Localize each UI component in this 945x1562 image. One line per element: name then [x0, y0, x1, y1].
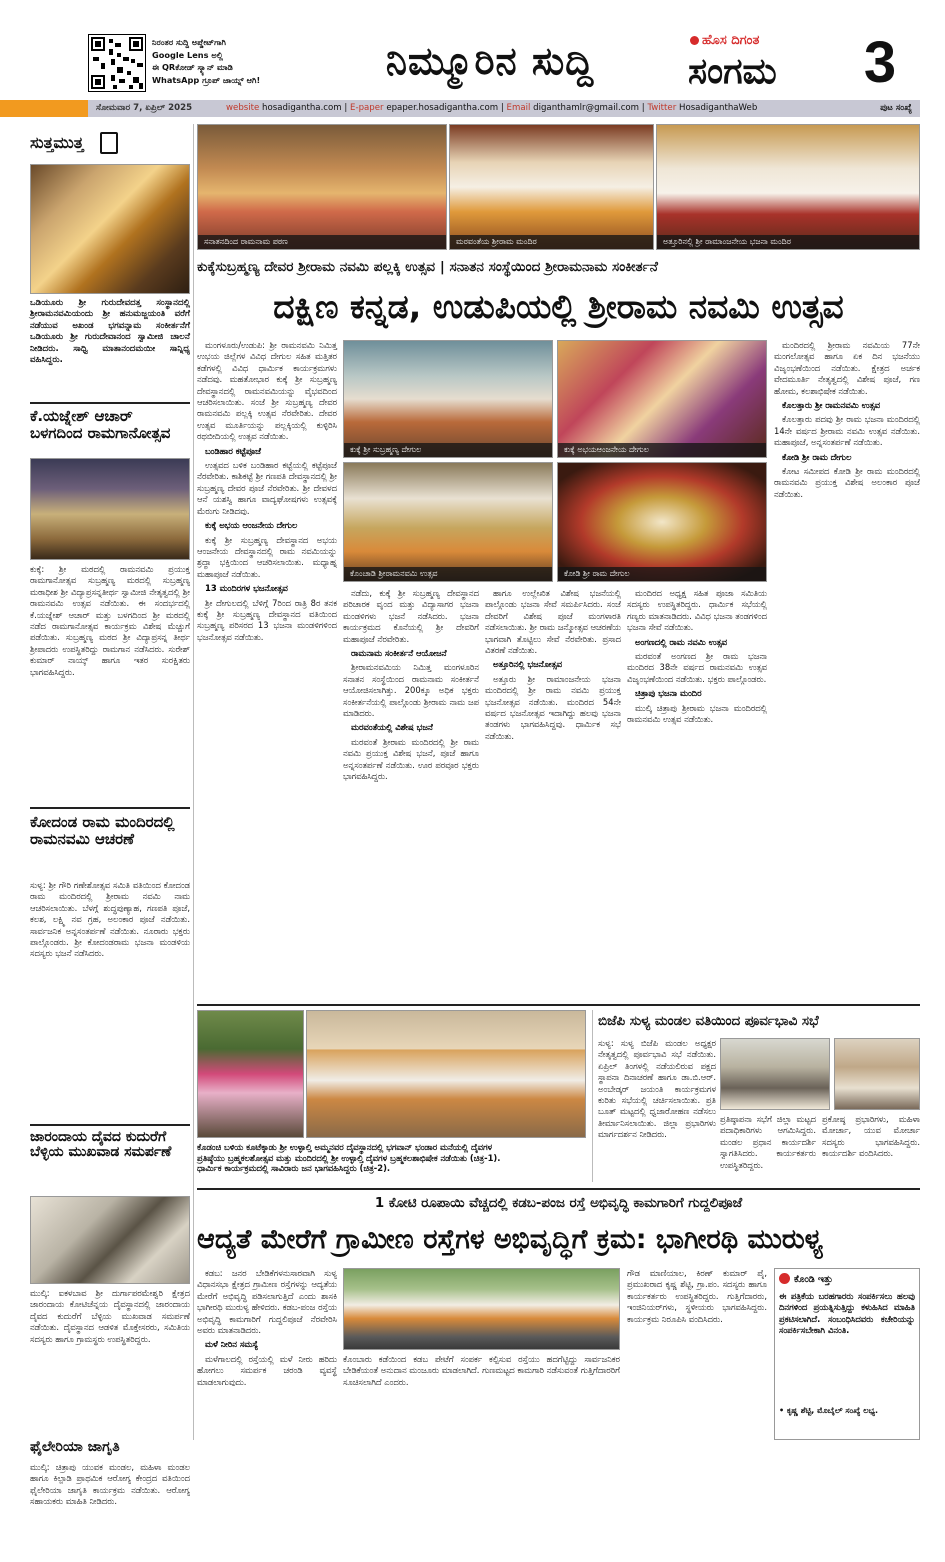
brand-logo — [690, 33, 820, 49]
lead-col-5-p2: ಕೊಲತ್ತಾರು ಪದವು ಶ್ರೀ ರಾಮ ಭಜನಾ ಮಂದಿರದಲ್ಲಿ 14ನೇ ವರ್ಷದ ಶ್ರೀರಾಮ ನವಮಿ ಉತ್ಸವ ನಡೆಯಿತು. ಮಹಾಪೂಜೆ, ಅನ್ನಸಂತರ್ಪಣೆ ನಡೆಯಿತು. — [774, 414, 920, 448]
lead-col-5-sub2: ಕೋಡಿ ಶ್ರೀ ರಾಮ ದೇಗುಲ — [782, 451, 852, 462]
bjp-body-3: ಪ್ರಕೋಷ್ಠ ಪ್ರಭಾರಿಗಳು, ಮಹಿಳಾ ಮೋರ್ಚಾ, ಯುವ ಮೋರ್ಚಾ ಸದಸ್ಯರು ಭಾಗವಹಿಸಿದ್ದರು. ಕಾರ್ಯದರ್ಶಿ ವಂದಿಸಿದರು. — [822, 1114, 920, 1159]
lead-col-5-sub1: ಕೊಲತ್ತಾರು ಶ್ರೀ ರಾಮನವಮಿ ಉತ್ಸವ — [782, 400, 880, 411]
lead-col-2-p3: ಮರವಂತೆ ಶ್ರೀರಾಮ ಮಂದಿರದಲ್ಲಿ ಶ್ರೀ ರಾಮ ನವಮಿ ಪ್ರಯುಕ್ತ ವಿಶೇಷ ಭಜನೆ, ಪೂಜೆ ಹಾಗೂ ಅನ್ನಸಂತರ್ಪಣೆ ನಡೆಯಿತು. ಊರ ಪರವೂರ ಭಕ್ತರು ಭಾಗವಹಿಸಿದ್ದರು. — [343, 736, 479, 782]
lead-headline: ದಕ್ಷಿಣ ಕನ್ನಡ, ಉಡುಪಿಯಲ್ಲಿ ಶ್ರೀರಾಮ ನವಮಿ ಉತ್ಸವ — [273, 287, 844, 326]
qr-line-2: Google Lens ಅಲ್ಲಿ — [152, 49, 223, 60]
horse-mask-photo — [30, 1196, 190, 1284]
page-tag: ಪುಟ ಸಂಖ್ಯೆ — [880, 103, 912, 113]
notice-box — [774, 1268, 920, 1440]
lead-col-2-p1: ನಡೆದು, ಕುಕ್ಕೆ ಶ್ರೀ ಸುಬ್ರಹ್ಮಣ್ಯ ದೇವಸ್ಥಾನದ ಪರಿಚಾರಕ ವೃಂದ ಮತ್ತು ವಿದ್ಯಾಸಾಗರ ಭಜನಾ ಮಂಡಳಿಗಳು ಭಜನೆ ನಡೆಸಿದರು. ಭಜನಾ ಕಾರ್ಯಕ್ರಮದ ಕೊನೆಯಲ್ಲಿ ಶ್ರೀ ದೇವರಿಗೆ ಮಹಾಪೂಜೆ ನೆರವೇರಿತು. — [343, 588, 479, 644]
lead-col-3-p1: ಹಾಗೂ ಉಲ್ಲೇಖಿತ ವಿಶೇಷ ಭಜನೆಯಲ್ಲಿ ಪಾಲ್ಗೊಂಡು ಭಜನಾ ಸೇವೆ ಸಮರ್ಪಿಸಿದರು. ಸಂಜೆ ದೇವರಿಗೆ ವಿಶೇಷ ಪೂಜೆ ಮಂಗಳಾರತಿ ನಡೆಸಲಾಯಿತು. ಶ್ರೀ ರಾಮ ಜನ್ಮೋತ್ಸವ ಆಚರಣೆಯ ಭಾಗವಾಗಿ ತೊಟ್ಟಿಲು ಸೇವೆ ನೆರವೇರಿತು. ಪ್ರಸಾದ ವಿತರಣೆ ನಡೆಯಿತು. — [485, 588, 621, 656]
crowd-photo-2 — [306, 1010, 586, 1138]
lead-photo-abhaya — [557, 340, 767, 458]
ramagana-photo — [30, 458, 190, 560]
lead-col-1-sub3: 13 ಮಂದಿರಗಳ ಭಜನೋತ್ಸವ — [205, 583, 288, 594]
left-column — [30, 124, 190, 1507]
qr-line-1: ನಿರಂತರ ಸುದ್ದಿ ಅಪ್ಡೇಟ್‌ಗಾಗಿ — [152, 37, 226, 47]
vodafone-icon — [779, 1273, 790, 1284]
lead-col-5-p3: ಕೋಟ ಸಮೀಪದ ಕೋಡಿ ಶ್ರೀ ರಾಮ ಮಂದಿರದಲ್ಲಿ ರಾಮನವಮಿ ಪ್ರಯುಕ್ತ ವಿಶೇಷ ಅಲಂಕಾರ ಪೂಜೆ ನಡೆಯಿತು. — [774, 466, 920, 499]
info-bar — [88, 100, 920, 117]
lead-col-4-sub2: ಚಿತ್ರಾಪು ಭಜನಾ ಮಂದಿರ — [635, 688, 702, 699]
s2-body: ಸುಳ್ಯ: ಶ್ರೀ ಗೌರಿ ಗಣೇಶೋತ್ಸವ ಸಮಿತಿ ವತಿಯಿಂದ ಕೋದಂಡ ರಾಮ ಮಂದಿರದಲ್ಲಿ ಶ್ರೀರಾಮ ನವಮಿ ನಾಮ ಆಚರಿಸಲಾಯಿತು. ಬೆಳಗ್ಗೆ ಶುದ್ಧಪುಣ್ಯಾಹ, ಗಣಪತಿ ಪೂಜೆ, ಕಲಶ, ಲಕ್ಷ್ಮಿ ನವ ಗ್ರಹ, ಅಲಂಕಾರ ಪೂಜೆ ನಡೆಯಿತು. ಸಾರ್ವಜನಿಕ ಅನ್ನಸಂತರ್ಪಣೆ ನಡೆಯಿತು. ನೂರಾರು ಭಕ್ತರು ಪಾಲ್ಗೊಂಡರು. ಶ್ರೀ ಕೋದಂಡರಾಮ ಭಜನಾ ಮಂಡಳಿಯ ಸದಸ್ಯರು ಭಜನೆ ನಡೆಸಿದರು. — [30, 880, 190, 959]
masthead — [0, 0, 945, 100]
bjp-photo-2 — [834, 1038, 920, 1110]
lead-photo-kodi — [557, 462, 767, 582]
bjp-body-1: ಸುಳ್ಯ: ಸುಳ್ಯ ಬಿಜೆಪಿ ಮಂಡಲ ಅಧ್ಯಕ್ಷರ ನೇತೃತ್ವದಲ್ಲಿ ಪೂರ್ವಭಾವಿ ಸಭೆ ನಡೆಯಿತು. ಏಪ್ರಿಲ್ ತಿಂಗಳಲ್ಲಿ ನಡೆಯಲಿರುವ ಪಕ್ಷದ ಸ್ಥಾಪನಾ ದಿನಾಚರಣೆ ಹಾಗೂ ಡಾ.ಬಿ.ಆರ್. ಅಂಬೇಡ್ಕರ್ ಜಯಂತಿ ಕಾರ್ಯಕ್ರಮಗಳ ಕುರಿತು ಸಭೆಯಲ್ಲಿ ಚರ್ಚಿಸಲಾಯಿತು. ಪ್ರತಿ ಬೂತ್ ಮಟ್ಟದಲ್ಲಿ ಧ್ವಜಾರೋಹಣ ನಡೆಸಲು ತೀರ್ಮಾನಿಸಲಾಯಿತು. ಜಿಲ್ಲಾ ಪ್ರಭಾರಿಗಳು ಮಾರ್ಗದರ್ಶನ ನೀಡಿದರು. — [598, 1038, 716, 1140]
road-col-1-p1: ಕಡಬ: ಜನರ ಬೇಡಿಕೆಗಳನುಸಾರವಾಗಿ ಸುಳ್ಯ ವಿಧಾನಸಭಾ ಕ್ಷೇತ್ರದ ಗ್ರಾಮೀಣ ರಸ್ತೆಗಳನ್ನು ಆದ್ಯತೆಯ ಮೇರೆಗೆ ಅಭಿವೃದ್ಧಿ ಪಡಿಸಲಾಗುತ್ತಿದೆ ಎಂದು ಶಾಸಕಿ ಭಾಗೀರಥಿ ಮುರುಳ್ಯ ಹೇಳಿದರು. ಕಡಬ-ಪಂಜ ರಸ್ತೆಯ ಅಭಿವೃದ್ಧಿ ಕಾಮಗಾರಿಗೆ ಗುದ್ದಲಿಪೂಜೆ ನೆರವೇರಿಸಿ ಅವರು ಮಾತನಾಡಿದರು. — [197, 1268, 337, 1336]
lead-col-5 — [774, 340, 920, 1000]
crowd-caption-line-1: ಕೊಡಂಚಿ ಬಳಿಯ ಕೂಟೆಕ್ಕಾಡು ಶ್ರೀ ಉಳ್ಳಾಲ್ತಿ ಅಮ್ಮನವರ ದೈವಸ್ಥಾನದಲ್ಲಿ ಭಗವಾನ್ ಭಂಡಾರ ಮನೆಯಲ್ಲಿ ದೈವಗಳ — [197, 1142, 493, 1152]
epaper-link[interactable]: epaper.hosadigantha.com — [386, 103, 499, 113]
lead-col-1-sub1: ಬಂಡಿಹಾರ ಕಟ್ಟೆಪೂಜೆ — [205, 445, 261, 456]
lead-col-1-sub2: ಕುಕ್ಕೆ ಅಭಯ ಆಂಜನೇಯ ದೇಗುಲ — [205, 520, 298, 531]
lead-photo-kodi-caption: ಕೋಡಿ ಶ್ರೀ ರಾಮ ದೇಗುಲ — [558, 567, 766, 581]
column-rule — [193, 124, 194, 1440]
logo-text: ಸುತ್ತಮುತ್ತ — [30, 133, 84, 152]
lead-col-1 — [197, 340, 337, 1000]
suttamutta-logo — [30, 124, 190, 162]
lead-photo-kukke — [343, 340, 553, 458]
epaper-label: E-paper — [350, 103, 384, 113]
page-number: 3 — [863, 30, 897, 95]
column-rule — [592, 1010, 593, 1182]
top-photo-2-caption: ಮರವಂತೆಯ ಶ್ರೀರಾಮ ಮಂದಿರ — [450, 235, 653, 249]
issue-date: ಸೋಮವಾರ 7, ಏಪ್ರಿಲ್ 2025 — [96, 103, 193, 113]
divider — [197, 1188, 920, 1190]
s3-headline: ಜಾರಂದಾಯ ದೈವದ ಕುದುರೆಗೆ ಬೆಳ್ಳಿಯ ಮುಖವಾಡ ಸಮರ್ಪಣೆ — [30, 1129, 172, 1161]
qr-instructions — [152, 36, 312, 86]
divider — [197, 1004, 920, 1006]
lead-col-4 — [627, 588, 767, 1000]
book-icon — [100, 132, 118, 154]
odiyoor-intro: ಒಡಿಯೂರು ಶ್ರೀ ಗುರುದೇವದತ್ತ ಸಂಸ್ಥಾನದಲ್ಲಿ ಶ್ರೀರಾಮನವಮಿಯಂದು ಶ್ರೀ ಹನುಮಜ್ಜಯಂತಿ ವರೆಗೆ ನಡೆಯುವ ಅಖಂಡ ಭಗವನ್ನಾಮ ಸಂಕೀರ್ತನೆಗೆ ಒಡಿಯೂರು ಶ್ರೀ ಗುರುದೇವಾನಂದ ಸ್ವಾಮೀಜಿ ಚಾಲನೆ ನೀಡಿದರು. ಸಾಧ್ವಿ ಮಾತಾನಂದಮಯೀ ಸಾನ್ನಿಧ್ಯ ವಹಿಸಿದ್ದರು. — [30, 298, 190, 366]
notice-sign: • ಕೃಷ್ಣ ಶೆಟ್ಟಿ, ಮೊಬೈಲ್ ಸಂಖ್ಯೆ ಲಭ್ಯ. — [779, 1406, 878, 1415]
divider — [30, 402, 190, 404]
bjp-headline: ಬಿಜೆಪಿ ಸುಳ್ಯ ಮಂಡಲ ವತಿಯಿಂದ ಪೂರ್ವಭಾವಿ ಸಭೆ — [598, 1014, 819, 1029]
contact-line: website hosadigantha.com | E-paper epaper.hosadigantha.com | Email diganthamlr@gmail.com | Twitter HosadiganthaWeb — [226, 103, 758, 113]
divider — [30, 807, 190, 809]
crowd-caption — [197, 1142, 587, 1184]
s4-headline: ಫೈಲೇರಿಯಾ ಜಾಗೃತಿ — [30, 1439, 120, 1455]
email-link[interactable]: diganthamlr@gmail.com — [533, 103, 640, 113]
lead-col-1-p3: ಕುಕ್ಕೆ ಶ್ರೀ ಸುಬ್ರಹ್ಮಣ್ಯ ದೇವಸ್ಥಾನದ ಅಭಯ ಆಂಜನೇಯ ದೇವಸ್ಥಾನದಲ್ಲಿ ರಾಮ ನವಮಿಯನ್ನು ಶ್ರದ್ಧಾ ಭಕ್ತಿಯಿಂದ ಆಚರಿಸಲಾಯಿತು. ಮಧ್ಯಾಹ್ನ ಮಹಾಪೂಜೆ ನಡೆಯಿತು. — [197, 534, 337, 579]
lead-col-4-sub1: ಅಂಗಣದಲ್ಲಿ ರಾಮ ನವಮಿ ಉತ್ಸವ — [635, 636, 727, 647]
top-photo-3-caption: ಅತ್ತೂರಿನಲ್ಲಿ ಶ್ರೀ ರಾಮಾಂಜನೇಯ ಭಜನಾ ಮಂದಿರ — [657, 235, 919, 249]
road-col-2: ಕೊಂಬಾರು ಕಡೆಯಿಂದ ಕಡಬ ಪೇಟೆಗೆ ಸಂಪರ್ಕ ಕಲ್ಪಿಸುವ ರಸ್ತೆಯು ಹದಗೆಟ್ಟಿದ್ದು ಸಾರ್ವಜನಿಕರ ಬೇಡಿಕೆಯಂತೆ ಅನುದಾನ ಮಂಜೂರು ಮಾಡಲಾಗಿದೆ. ಗುಣಮಟ್ಟದ ಕಾಮಗಾರಿ ನಡೆಸುವಂತೆ ಗುತ್ತಿಗೆದಾರರಿಗೆ ಸೂಚಿಸಲಾಗಿದೆ ಎಂದರು. — [343, 1354, 620, 1387]
brand-dot-icon — [690, 36, 699, 45]
lead-col-1-p2: ಉತ್ಸವದ ಬಳಿಕ ಬಂಡಿಹಾರ ಕಟ್ಟೆಯಲ್ಲಿ ಕಟ್ಟೆಪೂಜೆ ನೆರವೇರಿತು. ಕಾಶಿಕಟ್ಟೆ ಶ್ರೀ ಗಣಪತಿ ದೇವಸ್ಥಾನದಲ್ಲಿ ಶ್ರೀ ಸುಬ್ರಹ್ಮಣ್ಯ ದೇವರ ಪೂಜೆ ನೆರವೇರಿತು. ಶ್ರೀ ದೇವಳದ ಆನೆ ಯಶಸ್ವಿ ಹಾಗೂ ವಾದ್ಯಘೋಷಗಳು ಉತ್ಸವಕ್ಕೆ ಮೆರುಗು ನೀಡಿದವು. — [197, 460, 337, 516]
twitter-label: Twitter — [647, 103, 677, 113]
lead-col-3 — [485, 588, 621, 1000]
lead-col-2-sub2: ಮರವಂತೆಯಲ್ಲಿ ವಿಶೇಷ ಭಜನೆ — [351, 722, 433, 733]
odiyoor-photo — [30, 164, 190, 294]
s1-body: ಕುಕ್ಕೆ: ಶ್ರೀ ಮಠದಲ್ಲಿ ರಾಮನವಮಿ ಪ್ರಯುಕ್ತ ರಾಮಗಾನೋತ್ಸವ ಸುಬ್ರಹ್ಮಣ್ಯ ಮಠದಲ್ಲಿ ಸುಬ್ರಹ್ಮಣ್ಯ ಮಠಾಧೀಶ ಶ್ರೀ ವಿದ್ಯಾಪ್ರಸನ್ನತೀರ್ಥ ಸ್ವಾಮೀಜಿ ನೇತೃತ್ವದಲ್ಲಿ ಶ್ರೀ ರಾಮನವಮಿ ಉತ್ಸವ ನಡೆಯಿತು. ಈ ಸಂದರ್ಭದಲ್ಲಿ ಕೆ.ಯಜ್ನೇಶ್ ಆಚಾರ್ ಮತ್ತು ಬಳಗದಿಂದ ಶ್ರೀ ಮಠದಲ್ಲಿ ನಡೆದ ರಾಮಗಾನೋತ್ಸವ ಕಾರ್ಯಕ್ರಮ ವಿಶೇಷ ಮೆಚ್ಚುಗೆ ಪಡೆಯಿತು. ಸುಬ್ರಹ್ಮಣ್ಯ ಮಠದ ಶ್ರೀ ವಿದ್ಯಾಪ್ರಸನ್ನ ತೀರ್ಥ ಶ್ರೀಪಾದರು ಉಪಸ್ಥಿತರಿದ್ದು ರಾಮಗಾನ ನಡೆಸಿದರು. ಸುರೇಶ್ ಕುಮಾರ್ ನಾಯ್ಕ್ ಹಾಗೂ ಇತರ ಸುರಕ್ಷಿತರು ಭಾಗವಹಿಸಿದ್ದರು. — [30, 564, 190, 677]
lead-col-3-p2: ಅತ್ತೂರು ಶ್ರೀ ರಾಮಾಂಜನೇಯ ಭಜನಾ ಮಂದಿರದಲ್ಲಿ ಶ್ರೀ ರಾಮ ನವಮಿ ಪ್ರಯುಕ್ತ ಭಜನೋತ್ಸವ ನಡೆಯಿತು. ಮಂದಿರದ 54ನೇ ವರ್ಷದ ಭಜನೋತ್ಸವ ಇದಾಗಿದ್ದು ಹಲವು ಭಜನಾ ತಂಡಗಳು ಭಾಗವಹಿಸಿದ್ದವು. ಧಾರ್ಮಿಕ ಸಭೆ ನಡೆಯಿತು. — [485, 673, 621, 741]
road-headline: ಆದ್ಯತೆ ಮೇರೆಗೆ ಗ್ರಾಮೀಣ ರಸ್ತೆಗಳ ಅಭಿವೃದ್ಧಿಗೆ ಕ್ರಮ: ಭಾಗೀರಥಿ ಮುರುಳ್ಯ — [197, 1224, 824, 1255]
lead-col-5-p1: ಮಂದಿರದಲ್ಲಿ ಶ್ರೀರಾಮ ನವಮಿಯ 77ನೇ ಮಂಗಲೋತ್ಸವ ಹಾಗೂ ಏಕ ದಿನ ಭಜನೆಯು ವಿಜೃಂಭಣೆಯಿಂದ ನಡೆಯಿತು. ಕ್ಷೇತ್ರದ ಅರ್ಚಕ ವೇದಮೂರ್ತಿ ನೇತೃತ್ವದಲ್ಲಿ ವಿಶೇಷ ಪೂಜೆ, ಗಣ ಹೋಮ, ಕಲಶಾಭಿಷೇಕ ನಡೆಯಿತು. — [774, 340, 920, 396]
lead-col-4-p2: ಮರವಂತೆ ಅಂಗಣದ ಶ್ರೀ ರಾಮ ಭಜನಾ ಮಂದಿರದ 38ನೇ ವರ್ಷದ ರಾಮನವಮಿ ಉತ್ಸವ ವಿಜೃಂಭಣೆಯಿಂದ ನಡೆಯಿತು. ಭಕ್ತರು ಪಾಲ್ಗೊಂಡರು. — [627, 651, 767, 684]
website-label: website — [226, 103, 260, 113]
top-photo-1-caption: ಸನಾತನದಿಂದ ರಾಮನಾಮ ಪಠಣ — [198, 235, 446, 249]
twitter-link[interactable]: HosadiganthaWeb — [678, 103, 758, 113]
crowd-photo-1 — [197, 1010, 304, 1138]
s3-body: ಮುಲ್ಕಿ: ಐಕಳಬಾವ ಶ್ರೀ ದುರ್ಗಾಪರಮೇಶ್ವರಿ ಕ್ಷೇತ್ರದ ಜಾರಂದಾಯ ಕೋಟಿಚೆನ್ನಯ ದೈವಸ್ಥಾನದಲ್ಲಿ ಜಾರಂದಾಯ ದೈವದ ಕುದುರೆಗೆ ಬೆಳ್ಳಿಯ ಮುಖವಾಡ ಸಮರ್ಪಣೆ ನಡೆಯಿತು. ದೈವಸ್ಥಾನದ ಆಡಳಿತ ಮೊಕ್ತೇಸರರು, ಸಮಿತಿಯ ಸದಸ್ಯರು ಹಾಗೂ ಗ್ರಾಮಸ್ಥರು ಉಪಸ್ಥಿತರಿದ್ದರು. — [30, 1288, 190, 1344]
crowd-caption-line-2: ಪ್ರತಿಷ್ಠೆಯು ಬ್ರಹ್ಮಕಲಶೋತ್ಸವ ಮತ್ತು ಮಂದಿರದಲ್ಲಿ ಶ್ರೀ ಉಳ್ಳಾಲ್ತಿ ದೈವಗಳ ಬ್ರಹ್ಮಕಲಶಾಭಿಷೇಕ ನಡೆಯಿತು (ಚಿತ್ರ-1). — [197, 1152, 501, 1163]
road-kicker: 1 ಕೋಟಿ ರೂಪಾಯಿ ವೆಚ್ಚದಲ್ಲಿ ಕಡಬ-ಪಂಜ ರಸ್ತೆ ಅಭಿವೃದ್ಧಿ ಕಾಮಗಾರಿಗೆ ಗುದ್ದಲಿಪೂಜೆ — [374, 1196, 743, 1211]
divider — [30, 1124, 190, 1126]
notice-head-row — [779, 1273, 915, 1287]
top-photo-2 — [449, 124, 654, 250]
notice-head: ಕೊಂಡಿ ಇತ್ತು — [794, 1274, 833, 1285]
lead-col-4-p3: ಮುಲ್ಕಿ ಚಿತ್ರಾಪು ಶ್ರೀರಾಮ ಭಜನಾ ಮಂದಿರದಲ್ಲಿ ರಾಮನವಮಿ ಉತ್ಸವ ನಡೆಯಿತು. — [627, 702, 767, 725]
lead-col-4-p1: ಮಂದಿರದ ಅಧ್ಯಕ್ಷ ಸಹಿತ ಪೂಜಾ ಸಮಿತಿಯ ಸದಸ್ಯರು ಉಪಸ್ಥಿತರಿದ್ದರು. ಧಾರ್ಮಿಕ ಸಭೆಯಲ್ಲಿ ಗಣ್ಯರು ಮಾತನಾಡಿದರು. ವಿವಿಧ ಭಜನಾ ತಂಡಗಳಿಂದ ಭಜನಾ ಸೇವೆ ನಡೆಯಿತು. — [627, 588, 767, 633]
s2-headline: ಕೋದಂಡ ರಾಮ ಮಂದಿರದಲ್ಲಿ ರಾಮನವಮಿ ಆಚರಣೆ — [30, 813, 175, 848]
lead-col-3-sub1: ಅತ್ತೂರಿನಲ್ಲಿ ಭಜನೋತ್ಸವ — [493, 659, 563, 670]
road-col-1-p2: ಮಳೆಗಾಲದಲ್ಲಿ ರಸ್ತೆಯಲ್ಲಿ ಮಳೆ ನೀರು ಹರಿದು ಹೋಗಲು ಸಮರ್ಪಕ ಚರಂಡಿ ವ್ಯವಸ್ಥೆ ಮಾಡಲಾಗುವುದು. — [197, 1353, 337, 1387]
road-col-1-sub: ಮಳೆ ನೀರಿನ ಸಮಸ್ಯೆ — [205, 1339, 259, 1350]
bjp-body-2: ಪ್ರತಿಷ್ಠಾಪನಾ ಸಭೆಗೆ ಜಿಲ್ಲಾ ಮಟ್ಟದ ಪದಾಧಿಕಾರಿಗಳು ಆಗಮಿಸಿದ್ದರು. ಮಂಡಲ ಪ್ರಧಾನ ಕಾರ್ಯದರ್ಶಿ ಸ್ವಾಗತಿಸಿದರು. ಕಾರ್ಯಕರ್ತರು ಉಪಸ್ಥಿತರಿದ್ದರು. — [720, 1114, 816, 1170]
lead-photo-konchadi — [343, 462, 553, 582]
s1-headline: ಕೆ.ಯಜ್ನೇಶ್ ಆಚಾರ್ ಬಳಗದಿಂದ ರಾಮಗಾನೋತ್ಸವ — [30, 407, 171, 442]
top-photo-1 — [197, 124, 447, 250]
email-label: Email — [506, 103, 531, 113]
masthead-title: ನಿಮ್ಮೂರಿನ ಸುದ್ದಿ — [385, 39, 595, 83]
lead-col-2 — [343, 588, 479, 1000]
qr-line-4: WhatsApp ಗ್ರೂಪ್ ಜಾಯ್ನ್ ಆಗಿ! — [152, 74, 261, 85]
lead-col-2-sub1: ರಾಮನಾಮ ಸಂಕೀರ್ತನೆ ಆಯೋಜನೆ — [351, 648, 447, 659]
lead-col-1-p4: ಶ್ರೀ ದೇಗುಲದಲ್ಲಿ ಬೆಳಿಗ್ಗೆ 7ರಿಂದ ರಾತ್ರಿ 8ರ ತನಕ ಕುಕ್ಕೆ ಶ್ರೀ ಸುಬ್ರಹ್ಮಣ್ಯ ದೇವಸ್ಥಾನದ ವತಿಯಿಂದ ಸುಬ್ರಹ್ಮಣ್ಯ ಪರಿಸರದ 13 ಭಜನಾ ಮಂಡಳಿಗಳಿಂದ ಭಜನೋತ್ಸವ ನಡೆಯಿತು. — [197, 597, 337, 642]
notice-body: ಈ ಪತ್ರಿಕೆಯ ಬರಹಗಾರರು ಸಂಪರ್ಕಿಸಲು ಹಲವು ದಿನಗಳಿಂದ ಪ್ರಯತ್ನಿಸುತ್ತಿದ್ದು ಕಳುಹಿಸಿದ ಮಾಹಿತಿ ಪ್ರಕಟಿಸಲಾಗಿದೆ. ಸಂಬಂಧಿಸಿದವರು ಕಚೇರಿಯನ್ನು ಸಂಪರ್ಕಿಸಬೇಕಾಗಿ ವಿನಂತಿ. — [779, 1291, 915, 1336]
road-photo — [343, 1268, 620, 1350]
brand-name: ಹೊಸ ದಿಗಂತ — [702, 33, 760, 48]
lead-kicker: ಕುಕ್ಕೆಸುಬ್ರಹ್ಮಣ್ಯ ದೇವರ ಶ್ರೀರಾಮ ನವಮಿ ಪಲ್ಲಕ್ಕಿ ಉತ್ಸವ | ಸನಾತನ ಸಂಸ್ಥೆಯಿಂದ ಶ್ರೀರಾಮನಾಮ ಸಂಕೀರ್ತನೆ — [197, 259, 658, 275]
qr-code-icon[interactable] — [88, 34, 146, 92]
lead-photo-konchadi-caption: ಕೊಂಚಾಡಿ ಶ್ರೀರಾಮನವಮಿ ಉತ್ಸವ — [344, 567, 552, 581]
accent-strip — [0, 100, 88, 117]
lead-col-1-p1: ಮಂಗಳೂರು/ಉಡುಪಿ: ಶ್ರೀ ರಾಮನವಮಿ ನಿಮಿತ್ತ ಉಭಯ ಜಿಲ್ಲೆಗಳ ವಿವಿಧ ದೇಗುಲ ಸಹಿತ ಮತ್ತಿತರ ಕಡೆಗಳಲ್ಲಿ ವಿವಿಧ ಧಾರ್ಮಿಕ ಕಾರ್ಯಕ್ರಮಗಳು ನಡೆದವು. ಮಹತೋಭಾರ ಕುಕ್ಕೆ ಶ್ರೀ ಸುಬ್ರಹ್ಮಣ್ಯ ದೇವಸ್ಥಾನದಲ್ಲಿ ರಾಮನವಮಿಯನ್ನು ವೈಭವದಿಂದ ಆಚರಿಸಲಾಯಿತು. ಸಂಜೆ ಶ್ರೀ ಸುಬ್ರಹ್ಮಣ್ಯ ದೇವರ ರಾಮನವಮಿ ಪಲ್ಲಕ್ಕಿ ಉತ್ಸವ ನೆರವೇರಿತು. ದೇವರ ಉತ್ಸವ ಮೂರ್ತಿಯನ್ನು ಪಲ್ಲಕ್ಕಿಯಲ್ಲಿ ಕುಳ್ಳಿರಿಸಿ ರಥಬೀದಿಯಲ್ಲಿ ಉತ್ಸವ ನಡೆಯಿತು. — [197, 340, 337, 442]
crowd-caption-line-3: ಧಾರ್ಮಿಕ ಕಾರ್ಯಕ್ರಮದಲ್ಲಿ ಸಾವಿರಾರು ಜನ ಭಾಗವಹಿಸಿದ್ದರು (ಚಿತ್ರ-2). — [197, 1163, 391, 1174]
road-col-1 — [197, 1268, 337, 1440]
lead-col-2-p2: ಶ್ರೀರಾಮನವಮಿಯ ನಿಮಿತ್ತ ಮಂಗಳೂರಿನ ಸನಾತನ ಸಂಸ್ಥೆಯಿಂದ ರಾಮನಾಮ ಸಂಕೀರ್ತನೆ ಆಯೋಜಿಸಲಾಗಿತ್ತು. 200ಕ್ಕೂ ಅಧಿಕ ಭಕ್ತರು ಸಂಕೀರ್ತನೆಯಲ್ಲಿ ಪಾಲ್ಗೊಂಡು ಶ್ರೀರಾಮ ನಾಮ ಜಪ ಮಾಡಿದರು. — [343, 662, 479, 719]
s4-body: ಮುಲ್ಕಿ: ಚಿತ್ರಾಪು ಯುವಕ ಮಂಡಲ, ಮಹಿಳಾ ಮಂಡಲ ಹಾಗೂ ಕಿಲ್ಪಾಡಿ ಪ್ರಾಥಮಿಕ ಆರೋಗ್ಯ ಕೇಂದ್ರದ ವತಿಯಿಂದ ಫೈಲೇರಿಯಾ ಜಾಗೃತಿ ಕಾರ್ಯಕ್ರಮ ನಡೆಯಿತು. ಆರೋಗ್ಯ ಸಹಾಯಕರು ಮಾಹಿತಿ ನೀಡಿದರು. — [30, 1462, 190, 1507]
website-link[interactable]: hosadigantha.com — [262, 103, 342, 113]
bjp-photo-1 — [720, 1038, 830, 1110]
section-name: ಸಂಗಮ — [688, 51, 777, 92]
lead-photo-kukke-caption: ಕುಕ್ಕೆ ಶ್ರೀ ಸುಬ್ರಹ್ಮಣ್ಯ ದೇಗುಲ — [344, 443, 552, 457]
lead-photo-abhaya-caption: ಕುಕ್ಕೆ ಅಭಯಆಂಜನೇಯ ದೇಗುಲ — [558, 443, 766, 457]
qr-line-3: ಈ QRಕೋಡ್ ಸ್ಕ್ಯಾನ್ ಮಾಡಿ — [152, 62, 233, 73]
top-photo-3 — [656, 124, 920, 250]
road-col-3: ಗೌಡ ಮಾಣಿಯಾಲ, ಕಿರಣ್ ಕುಮಾರ್ ಪೈ, ಪ್ರಮುಖರಾದ ಕೃಷ್ಣ ಶೆಟ್ಟಿ, ಗ್ರಾ.ಪಂ. ಸದಸ್ಯರು ಹಾಗೂ ಕಾರ್ಯಕರ್ತರು ಉಪಸ್ಥಿತರಿದ್ದರು. ಗುತ್ತಿಗೆದಾರರು, ಇಂಜಿನಿಯರ್‌ಗಳು, ಸ್ಥಳೀಯರು ಭಾಗವಹಿಸಿದ್ದರು. ಕಾರ್ಯಕ್ರಮ ನಿರೂಪಿಸಿ ವಂದಿಸಿದರು. — [627, 1268, 767, 1324]
